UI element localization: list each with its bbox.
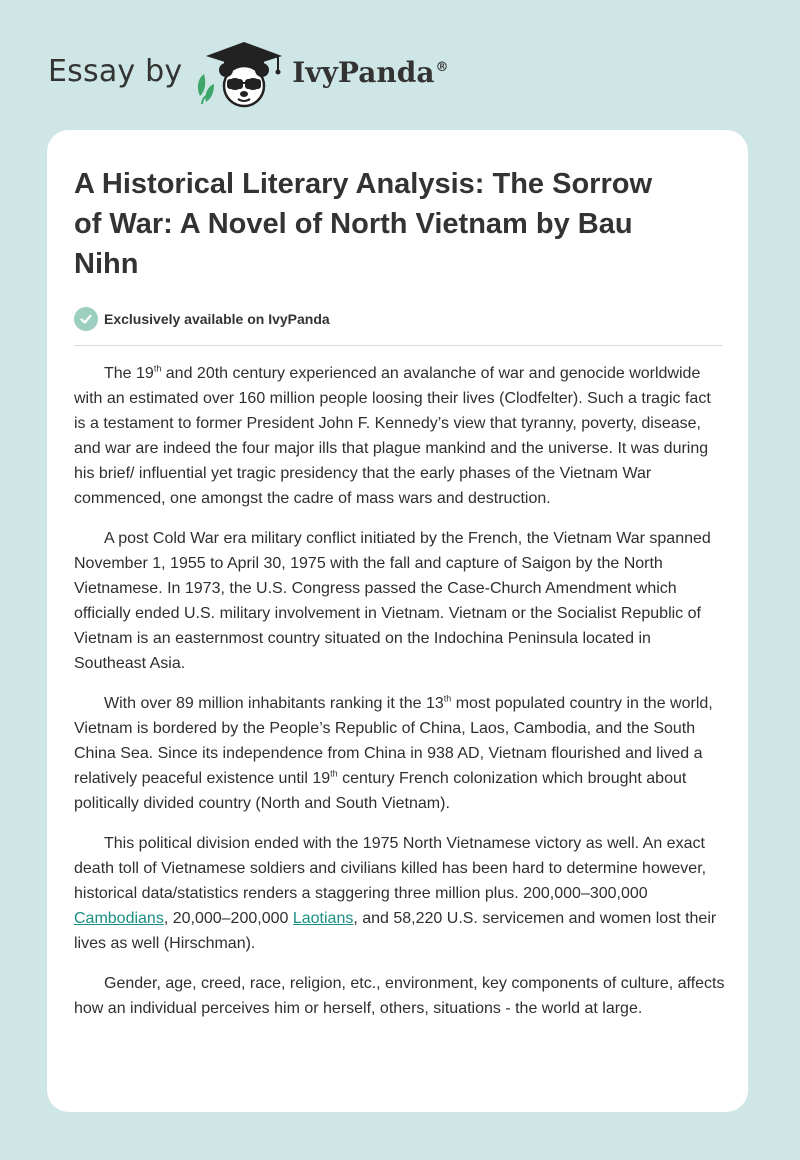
ordinal-suffix: th — [443, 693, 452, 704]
essay-card — [47, 130, 748, 1112]
brand-name — [292, 56, 448, 89]
ordinal-suffix: th — [153, 363, 162, 374]
paragraph-3-text-a: With over 89 million inhabitants ranking it the 13 — [104, 695, 444, 712]
paragraph-4-text-a: This political division ended with the 1975 North Vietnamese victory as well. An exact death toll of Vietnamese soldiers and civilians killed has been hard to determine however, historical data/statistics renders a staggering three million plus. 200,000–300,000 — [74, 835, 707, 902]
paragraph-3 — [74, 691, 726, 816]
link-laotians[interactable]: Laotians — [292, 910, 354, 927]
badge-label: Exclusively available on IvyPanda — [104, 311, 330, 327]
paragraph-5: Gender, age, creed, race, religion, etc., environment, key components of culture, affects how an individual perceives him or herself, others, situations - the world at large. — [74, 975, 725, 1017]
ordinal-suffix: th — [330, 768, 338, 779]
paragraph-4 — [74, 831, 726, 956]
brand-prefix: Essay by — [48, 53, 183, 89]
paragraph-1-text-b: and 20th century experienced an avalanche of war and genocide worldwide with an estimated over 160 million people loosing their lives (Clodfelter). Such a tragic fact is a testament to former President John F. Kennedy’s view that tyranny, poverty, disease, and war are indeed the four major ills that plague mankind and the universe. It was during his brief/ influential yet tragic presidency that the early phases of the Vietnam War commenced, one amongst the cadre of mass wars and destruction. — [74, 365, 711, 507]
paragraph-4-text-b: , 20,000–200,000 — [163, 910, 293, 927]
essay-body — [74, 361, 726, 1036]
page-title: A Historical Literary Analysis: The Sorrow of War: A Novel of North Vietnam by Bau Nihn — [74, 168, 653, 280]
brand-logo-link[interactable] — [48, 38, 448, 108]
paragraph-3-text-b: most populated country in the world, Vietnam is bordered by the People’s Republic of China, Laos, Cambodia, and the South China Sea. Since its independence from China in 938 AD, Vietnam flourished and lived a relatively peaceful existence until 19 — [74, 695, 713, 787]
checkmark-icon — [74, 307, 98, 331]
paragraph-3-text-c: century French colonization which brought about politically divided country (North and South Vietnam). — [74, 770, 687, 812]
paragraph-2: A post Cold War era military conflict initiated by the French, the Vietnam War spanned November 1, 1955 to April 30, 1975 with the fall and capture of Saigon by the North Vietnamese. In 1973, the U.S. Congress passed the Case-Church Amendment which officially ended U.S. military involvement in Vietnam. Vietnam or the Socialist Republic of Vietnam is an easternmost country situated on the Indochina Peninsula located in Southeast Asia. — [74, 530, 711, 672]
paragraph-1 — [74, 361, 726, 511]
brand-name-text: IvyPanda — [292, 55, 435, 89]
link-cambodians[interactable]: Cambodians — [74, 910, 164, 927]
paragraph-4-text-c: , and 58,220 U.S. servicemen and women lost their lives as well (Hirschman). — [74, 910, 717, 952]
paragraph-1-text-a: The 19 — [104, 365, 154, 382]
divider — [74, 345, 723, 346]
registered-mark: ® — [435, 60, 449, 76]
availability-badge — [74, 305, 330, 333]
panda-graduation-cap-icon — [194, 38, 290, 108]
